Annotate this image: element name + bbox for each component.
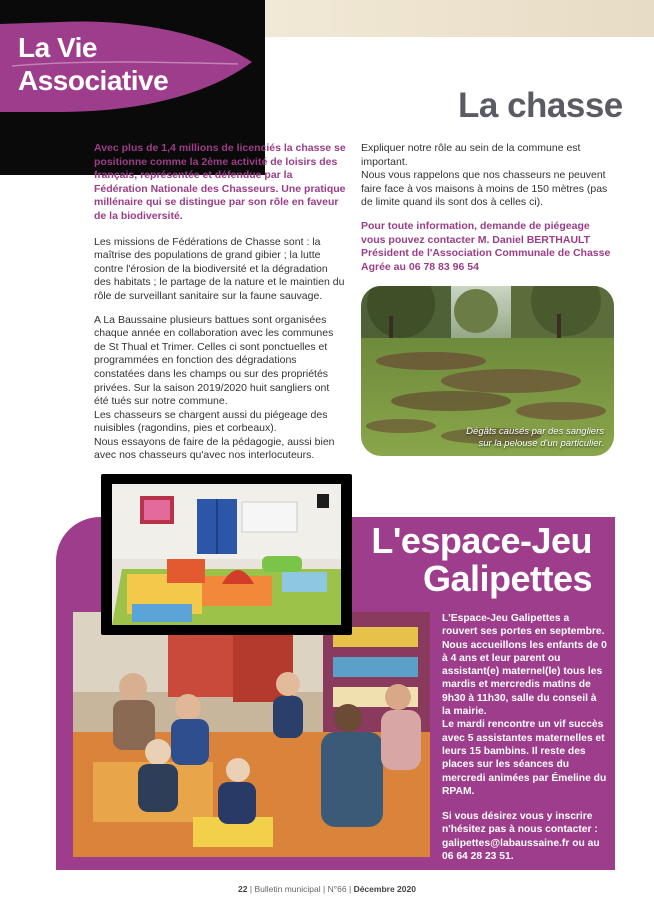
photo-caption (466, 426, 604, 450)
photo-caption-line1: Dégâts causés par des sangliers (466, 426, 604, 437)
photo-wild-boar-damage (361, 286, 614, 456)
footer-separator-2: | (323, 884, 326, 894)
espace-jeu-title-line1: L'espace-Jeu (371, 520, 592, 561)
espace-jeu-paragraph-success: Le mardi rencontre un vif succès avec 5 assistantes maternelles et leurs 15 bambins. Il reste des places sur les séances du mercredi animées par Émeline du RPAM. (442, 719, 607, 797)
chasse-paragraph-pedagogie: Nous essayons de faire de la pédagogie, aussi bien avec nos chasseurs qu'avec nos interlocuteurs. (94, 435, 335, 462)
photo-caption-line2: sur la pelouse d'un particulier. (478, 438, 604, 449)
chasse-paragraph-piegeage: Les chasseurs se chargent aussi du piégeage des nuisibles (ragondins, pies et corbeaux). (94, 408, 328, 435)
footer-issue: N°66 (327, 884, 347, 894)
chasse-contact: Pour toute information, demande de piégeage vous pouvez contacter M. Daniel BERTHAULT Président de l'Association Communale de Chasse Agrée au 06 78 83 96 54 (361, 219, 611, 273)
mats-photo-illustration (112, 484, 341, 625)
playroom-photo-illustration (73, 612, 430, 857)
chasse-paragraph-missions: Les missions de Fédérations de Chasse sont : la maîtrise des populations de grand gibier ; la lutte contre l'érosion de la biodiversité et la dégradation des habitats ; le partage de la nature et le maintien du rôle de surveillant sanitaire sur la faune sauvage. (94, 235, 345, 302)
chasse-left-column (94, 142, 346, 471)
chasse-paragraph-distance: Nous vous rappelons que nos chasseurs ne peuvent faire face à vos maisons à moins de 150 mètres (pas de limite quand ils sont dos à celles ci). (361, 169, 608, 209)
photo-children-playing (73, 612, 430, 857)
espace-jeu-title-line2: Galipettes (422, 558, 592, 599)
footer-separator-1: | (249, 884, 253, 894)
footer-separator-3: | (348, 884, 352, 894)
espace-jeu-paragraph-contact: Si vous désirez vous y inscrire n'hésitez pas à nous contacter : galipettes@labaussaine.fr ou au 06 64 28 23 51. (442, 811, 600, 863)
espace-jeu-paragraph-opening: L'Espace-Jeu Galipettes a rouvert ses portes en septembre. Nous accueillons les enfants de 0 à 4 ans et leur parent ou assistant(e) maternel(le) tous les mardis et mercredis matins de 9h30 à 11h30, salle du conseil à la mairie. (442, 613, 607, 718)
chasse-intro: Avec plus de 1,4 millions de licenciés la chasse se positionne comme la 2ème activité de loisirs des français, représentée et défendue par la Fédération Nationale des Chasseurs. Une pratique millénaire qui se distingue par son rôle en faveur de la biodiversité. (94, 142, 346, 222)
footer-page-number: 22 (238, 884, 248, 894)
article-title-espace-jeu (360, 522, 592, 598)
article-title-chasse: La chasse (458, 86, 623, 125)
photo-playroom (101, 474, 352, 635)
section-title-line1: La Vie (18, 32, 97, 63)
espace-jeu-text (442, 612, 607, 875)
photo-playroom-inner (112, 484, 341, 625)
section-title (18, 31, 168, 97)
page-footer (0, 884, 654, 894)
footer-date: Décembre 2020 (353, 884, 416, 894)
chasse-paragraph-role: Expliquer notre rôle au sein de la commune est important. (361, 142, 581, 168)
chasse-right-column (361, 142, 615, 282)
chasse-paragraph-battues: A La Baussaine plusieurs battues sont organisées chaque année en collaboration avec les communes de St Thual et Trimer. Celles ci sont ponctuelles et programmées en fonction des dégradations constatées dans les champs ou sur des propriétés privées. Sur la saison 2019/2020 huit sangliers ont été tués sur notre commune. (94, 313, 334, 408)
footer-publication: Bulletin municipal (254, 884, 321, 894)
section-title-line2: Associative (18, 65, 169, 96)
